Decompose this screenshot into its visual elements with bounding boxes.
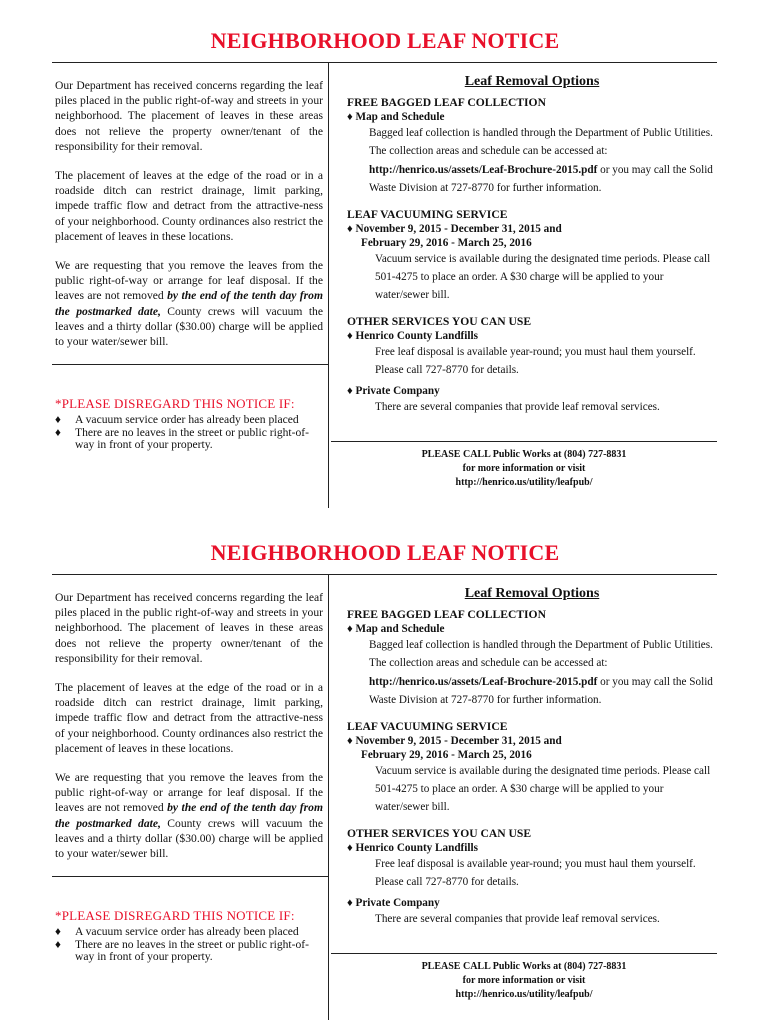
notice-body — [55, 78, 323, 363]
leaf-notice-top — [0, 0, 770, 500]
contact-phone: PLEASE CALL Public Works at (804) 727-8831 — [421, 961, 627, 972]
vacuum-dates-1: ♦ November 9, 2015 - December 31, 2015 and — [347, 734, 562, 747]
contact-visit: for more information or visit — [462, 975, 586, 986]
options-title: Leaf Removal Options — [464, 586, 600, 601]
title-divider — [52, 62, 717, 63]
other-heading: OTHER SERVICES YOU CAN USE — [347, 826, 532, 840]
column-divider — [328, 575, 329, 1020]
bagged-heading: FREE BAGGED LEAF COLLECTION — [347, 608, 546, 621]
contact-visit: for more information or visit — [462, 463, 586, 474]
landfill-subheading: ♦ Henrico County Landfills — [347, 329, 478, 342]
vacuum-dates-2: February 29, 2016 - March 25, 2016 — [361, 236, 532, 249]
landfill-subheading: ♦ Henrico County Landfills — [347, 841, 478, 854]
request-text-a: We are requesting that you remove the leaves from the public right-of-way or arrange for leaf disposal. If the leaves are not removed — [55, 771, 323, 815]
paragraph-concerns: Our Department has received concerns regarding the leaf piles placed in the public right-of-way and streets in your neighborhood. The placement of leaves in these areas does not relieve the property owner/tenant of the responsibility for their removal. — [55, 79, 323, 153]
disregard-heading-text: PLEASE DISREGARD THIS NOTICE IF: — [61, 908, 295, 923]
right-divider — [331, 441, 717, 442]
asterisk: * — [55, 396, 62, 411]
diamond-bullet-icon: ♦ — [55, 937, 61, 951]
disregard-item-text: There are no leaves in the street or public right-of-way in front of your property. — [75, 937, 310, 964]
title-divider — [52, 574, 717, 575]
contact-block — [331, 960, 717, 1002]
list-item — [55, 939, 325, 964]
paragraph-concerns: Our Department has received concerns regarding the leaf piles placed in the public right-of-way and streets in your neighborhood. The placement of leaves in these areas does not relieve the property owner/tenant of the responsibility for their removal. — [55, 591, 323, 665]
disregard-item-text: A vacuum service order has already been placed — [75, 925, 299, 939]
asterisk: * — [55, 908, 62, 923]
bagged-text-b: or you may call the Solid Waste Division at 727-8770 for further information. — [369, 163, 713, 195]
notice-body — [55, 590, 323, 875]
list-item — [55, 427, 325, 452]
disregard-item-text: There are no leaves in the street or public right-of-way in front of your property. — [75, 425, 310, 452]
bagged-text-b: or you may call the Solid Waste Division at 727-8770 for further information. — [369, 675, 713, 707]
list-item — [55, 414, 325, 426]
vacuum-text: Vacuum service is available during the designated time periods. Please call 501-4275 to place an order. A $30 charge will be applied to your water/sewer bill. — [375, 764, 711, 814]
options-title: Leaf Removal Options — [464, 74, 600, 89]
left-divider — [52, 876, 328, 877]
vacuum-dates-2: February 29, 2016 - March 25, 2016 — [361, 748, 532, 761]
deadline-text: by the end of the tenth day from the postmarked date, — [55, 289, 323, 318]
bagged-subheading: ♦ Map and Schedule — [347, 111, 445, 123]
landfill-text: Free leaf disposal is available year-round; you must haul them yourself. Please call 727-8770 for details. — [375, 857, 696, 889]
diamond-bullet-icon: ♦ — [55, 425, 61, 439]
disregard-box — [55, 398, 325, 452]
column-divider — [328, 63, 329, 508]
diamond-bullet-icon: ♦ — [55, 413, 61, 427]
other-heading: OTHER SERVICES YOU CAN USE — [347, 314, 532, 328]
vacuum-heading: LEAF VACUUMING SERVICE — [347, 207, 508, 221]
bagged-text — [347, 124, 717, 198]
private-subheading: ♦ Private Company — [347, 384, 440, 397]
bagged-text-a: Bagged leaf collection is handled through the Department of Public Utilities. The collection areas and schedule can be accessed at: — [369, 127, 713, 158]
vacuum-text: Vacuum service is available during the designated time periods. Please call 501-4275 to place an order. A $30 charge will be applied to your water/sewer bill. — [375, 252, 711, 302]
right-divider — [331, 953, 717, 954]
deadline-text: by the end of the tenth day from the postmarked date, — [55, 801, 323, 830]
options-column — [347, 74, 717, 416]
landfill-text: Free leaf disposal is available year-round; you must haul them yourself. Please call 727-8770 for details. — [375, 345, 696, 377]
paragraph-placement: The placement of leaves at the edge of the road or in a roadside ditch can restrict drainage, limit parking, impede traffic flow and detract from the attractive-ness of your neighborhood. County ordinances also restrict the placement of leaves in these locations. — [55, 169, 323, 243]
disregard-item-text: A vacuum service order has already been placed — [75, 413, 299, 427]
notice-title: NEIGHBORHOOD LEAF NOTICE — [210, 28, 560, 53]
disregard-heading — [55, 398, 325, 410]
brochure-link[interactable]: http://henrico.us/assets/Leaf-Brochure-2015.pdf — [369, 675, 598, 688]
leaf-notice-bottom — [0, 512, 770, 1012]
contact-phone: PLEASE CALL Public Works at (804) 727-8831 — [421, 449, 627, 460]
bagged-text-a: Bagged leaf collection is handled through the Department of Public Utilities. The collection areas and schedule can be accessed at: — [369, 639, 713, 670]
contact-block — [331, 448, 717, 490]
contact-url[interactable]: http://henrico.us/utility/leafpub/ — [455, 989, 593, 1000]
bagged-heading: FREE BAGGED LEAF COLLECTION — [347, 96, 546, 109]
request-text-a: We are requesting that you remove the leaves from the public right-of-way or arrange for leaf disposal. If the leaves are not removed — [55, 259, 323, 303]
vacuum-heading: LEAF VACUUMING SERVICE — [347, 719, 508, 733]
paragraph-request — [55, 770, 323, 861]
private-subheading: ♦ Private Company — [347, 896, 440, 909]
diamond-bullet-icon: ♦ — [55, 925, 61, 939]
vacuum-dates-1: ♦ November 9, 2015 - December 31, 2015 and — [347, 222, 562, 235]
private-text: There are several companies that provide leaf removal services. — [375, 912, 660, 925]
list-item — [55, 926, 325, 938]
options-column — [347, 586, 717, 928]
disregard-box — [55, 910, 325, 964]
disregard-heading-text: PLEASE DISREGARD THIS NOTICE IF: — [61, 396, 295, 411]
request-text-b: County crews will vacuum the leaves and a thirty dollar ($30.00) charge will be applied to your water/sewer bill. — [55, 304, 323, 349]
bagged-subheading: ♦ Map and Schedule — [347, 623, 445, 635]
private-text: There are several companies that provide leaf removal services. — [375, 400, 660, 413]
disregard-heading — [55, 910, 325, 922]
paragraph-placement: The placement of leaves at the edge of the road or in a roadside ditch can restrict drainage, limit parking, impede traffic flow and detract from the attractive-ness of your neighborhood. County ordinances also restrict the placement of leaves in these locations. — [55, 681, 323, 755]
left-divider — [52, 364, 328, 365]
paragraph-request — [55, 258, 323, 349]
notice-title: NEIGHBORHOOD LEAF NOTICE — [210, 540, 560, 565]
brochure-link[interactable]: http://henrico.us/assets/Leaf-Brochure-2015.pdf — [369, 163, 598, 176]
contact-url[interactable]: http://henrico.us/utility/leafpub/ — [455, 477, 593, 488]
request-text-b: County crews will vacuum the leaves and a thirty dollar ($30.00) charge will be applied to your water/sewer bill. — [55, 816, 323, 861]
bagged-text — [347, 636, 717, 710]
